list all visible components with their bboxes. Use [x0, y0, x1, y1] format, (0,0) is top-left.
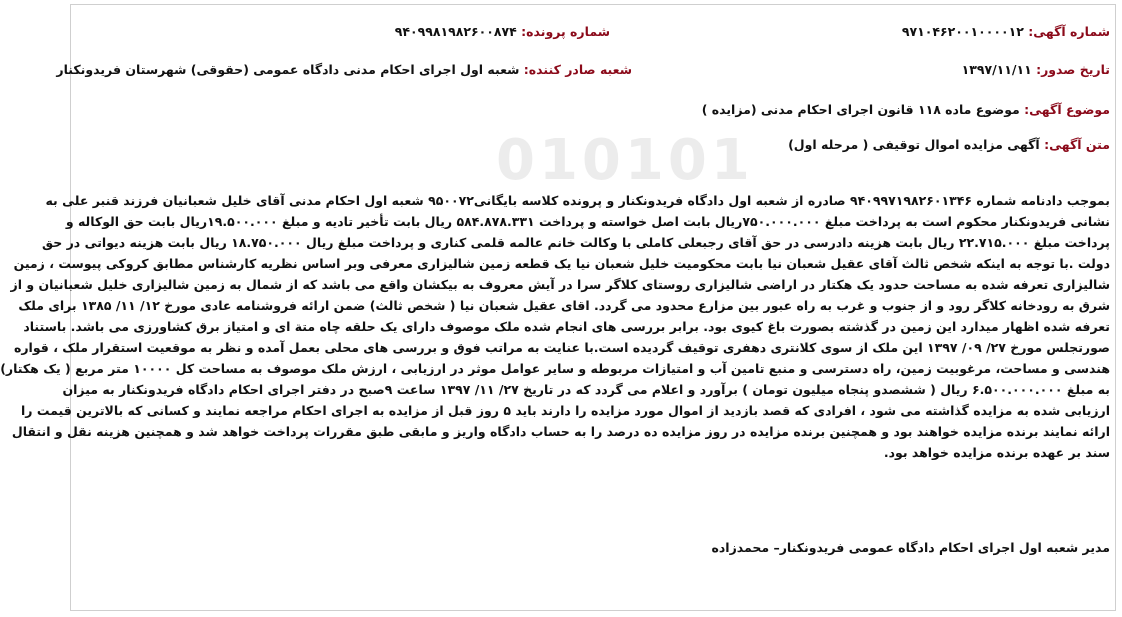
issuer-label: شعبه صادر کننده:	[523, 62, 632, 77]
body-line: به مبلغ ۶.۵۰۰.۰۰۰.۰۰۰ ریال ( ششصدو پنجاه میلیون تومان ) برآورد و اعلام می گردد که در تاریخ ۲۷/ ۱۱/ ۱۳۹۷ ساعت ۹صبح در دفتر اجرای احکام دادگاه فریدونکنار به میزان	[62, 382, 1110, 397]
body-line: ارزیابی شده به مزایده گذاشته می شود ، افرادی که قصد بازدید از اموال مورد مزایده را دارند باید ۵ روز قبل از مزایده به اجرای احکام مراجعه نمایند و کسانی که بالاترین قیمت را	[21, 403, 1110, 418]
file-number-field	[395, 24, 610, 39]
body-line: دولت .با توجه به اینکه شخص ثالث آقای عقیل شعبان نیا بابت محکومیت خلیل شعبان نیا یک قطعه زمین شالیزاری معرفی وبر اساس نظریه کارشناس مطابق کروکی پیوست ، زمین	[13, 256, 1110, 271]
body-line: شرق به رودخانه کلاگر رود و از جنوب و غرب به راه عبور بین مزارع محدود می گردد. اقای عقیل شعبان نیا ( شخص ثالث) ضمن ارائه فروشنامه عادی مورخ ۱۲/ ۱۱/ ۱۳۸۵ برای ملک	[18, 298, 1110, 313]
body-line: صورتجلس مورخ ۲۷/ ۰۹/ ۱۳۹۷ این ملک از سوی کلانتری دهفری توقیف گردیده است.با عنایت به مراتب فوق و بررسی های محلی بعمل آمده و نظر به موقعیت استقرار ملک ، قواره	[13, 340, 1110, 355]
ad-number-value: ۹۷۱۰۴۶۲۰۰۱۰۰۰۰۱۲	[901, 24, 1024, 39]
issuer-field	[56, 62, 632, 77]
body-line: بموجب دادنامه شماره ۹۴۰۹۹۷۱۹۸۲۶۰۱۳۴۶ صادره از شعبه اول دادگاه فریدونکنار و پرونده کلاسه بایگانی۹۵۰۰۷۲ شعبه اول احکام مدنی آقای خلیل شعبانیان فرزند قنبر علی به	[45, 193, 1110, 208]
body-line: تعرفه شده اظهار میدارد این زمین در گذشته بصورت باغ کیوی بود. برابر بررسی های انجام شده ملک موصوف دارای یک حلقه چاه متة ای و امتیاز برق کشاورزی می باشد. باستناد	[23, 319, 1110, 334]
subject-field	[702, 102, 1110, 117]
body-line: شالیزاری تعرفه شده به مساحت حدود یک هکتار در اراضی شالیزاری روستای کلاگر سرا در آیش معروف به بیکشان واقع می باشد که از شمال به زمین شالیزاری خلیل شعبانیان و از	[10, 277, 1110, 292]
body-line: نشانی فریدونکنار محکوم است به پرداخت مبلغ ۷۵۰.۰۰۰.۰۰۰ریال بابت اصل خواسته و پرداخت ۵۸۴.۸۷۸.۳۳۱ ریال بابت تأخیر تادیه و مبلغ ۱۹.۵۰۰.۰۰۰ریال بابت حق الوکاله و	[65, 214, 1110, 229]
body-line: ارائه نمایند برنده مزایده خواهند بود و همچنین برنده مزایده در روز مزایده ده درصد را به حساب دادگاه واریز و مابقی طبق مقررات پرداخت خواهد شد و همچنین هزینه نقل و انتقال	[11, 424, 1110, 439]
subject-label: موضوع آگهی:	[1024, 102, 1110, 117]
issue-date-label: تاریخ صدور:	[1036, 62, 1110, 77]
body-line: سند بر عهده برنده مزایده خواهد بود.	[883, 445, 1110, 460]
file-number-value: ۹۴۰۹۹۸۱۹۸۲۶۰۰۸۷۴	[394, 24, 517, 39]
ad-number-label: شماره آگهی:	[1028, 24, 1110, 39]
issue-date-field	[962, 62, 1110, 77]
file-number-label: شماره پرونده:	[521, 24, 610, 39]
body-line: هندسی و مساحت، مرغوبیت زمین، راه دسترسی و منبع تامین آب و امتیازات مربوطه و سایر عوامل موثر در ارزیابی ، ارزش ملک موصوف به مساحت کل ۱۰۰۰۰ متر مربع ( یک هکتار)	[0, 361, 1110, 376]
issuer-value: شعبه اول اجرای احکام مدنی دادگاه عمومی (حقوقی) شهرستان فریدونکنار	[56, 62, 520, 77]
ad-number-field	[902, 24, 1110, 39]
signature: مدیر شعبه اول اجرای احکام دادگاه عمومی فریدونکنار– محمدزاده	[711, 540, 1110, 555]
watermark: 010101	[496, 128, 754, 193]
text-label: متن آگهی:	[1044, 137, 1110, 152]
subject-value: موضوع ماده ۱۱۸ قانون اجرای احکام مدنی (مزایده )	[701, 102, 1020, 117]
issue-date-value: ۱۳۹۷/۱۱/۱۱	[961, 62, 1032, 77]
ad-body	[0, 190, 1110, 463]
text-title: آگهی مزایده اموال توقیفی ( مرحله اول)	[788, 137, 1040, 152]
text-title-field	[788, 137, 1110, 152]
body-line: پرداخت مبلغ ۲۲.۷۱۵.۰۰۰ ریال بابت هزینه دادرسی در حق آقای رجبعلی کاملی با وکالت خانم عالمه قلمی کناری و پرداخت مبلغ ریال ۱۸.۷۵۰.۰۰۰ ریال بابت هزینه دیواتی در حق	[41, 235, 1110, 250]
